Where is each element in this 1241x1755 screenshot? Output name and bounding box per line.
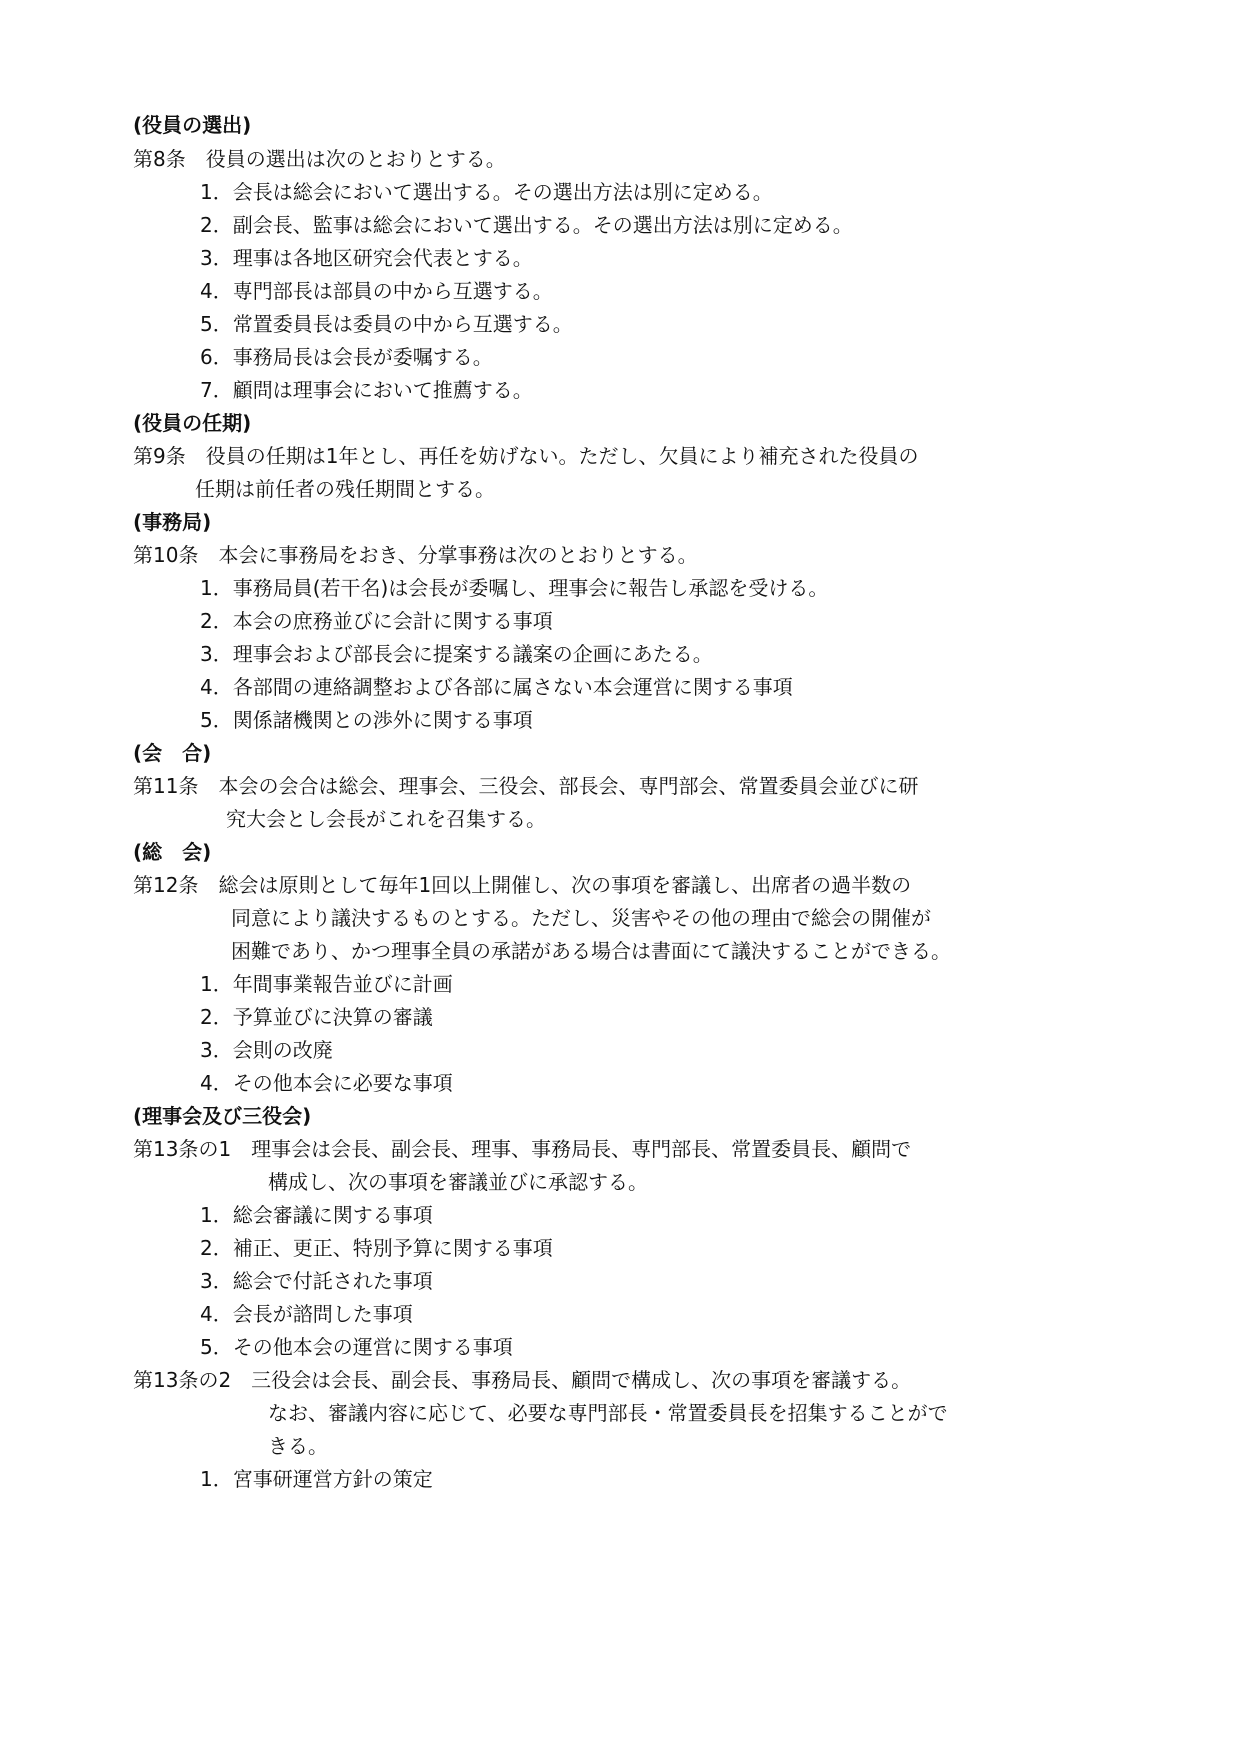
article-line: 第13条の1 理事会は会長、副会長、理事、事務局長、専門部長、常置委員長、顧問で [133,1137,912,1161]
list-item: 1．年間事業報告並びに計画 [200,972,453,996]
list-item: 5．関係諸機関との渉外に関する事項 [200,708,533,732]
article-continuation-line: なお、審議内容に応じて、必要な専門部長・常置委員長を招集することがで [268,1401,948,1425]
list-item: 2．補正、更正、特別予算に関する事項 [200,1236,553,1260]
list-item: 6．事務局長は会長が委嘱する。 [200,345,493,369]
list-item: 2．予算並びに決算の審議 [200,1005,433,1029]
article-line: 第10条 本会に事務局をおき、分掌事務は次のとおりとする。 [133,543,698,567]
section-heading: (事務局) [133,510,212,534]
article-continuation-line: 究大会とし会長がこれを召集する。 [226,807,546,831]
article-line: 第8条 役員の選出は次のとおりとする。 [133,147,506,171]
list-item: 5．その他本会の運営に関する事項 [200,1335,513,1359]
article-line: 第13条の2 三役会は会長、副会長、事務局長、顧問で構成し、次の事項を審議する。 [133,1368,912,1392]
list-item: 4．会長が諮問した事項 [200,1302,413,1326]
section-heading: (役員の選出) [133,113,252,137]
section-heading: (会 合) [133,741,212,765]
list-item: 4．各部間の連絡調整および各部に属さない本会運営に関する事項 [200,675,793,699]
list-item: 3．会則の改廃 [200,1038,333,1062]
list-item: 4．その他本会に必要な事項 [200,1071,453,1095]
section-heading: (役員の任期) [133,411,252,435]
list-item: 4．専門部長は部員の中から互選する。 [200,279,553,303]
section-heading: (理事会及び三役会) [133,1104,312,1128]
article-line: 第12条 総会は原則として毎年1回以上開催し、次の事項を審議し、出席者の過半数の [133,873,912,897]
article-line: 第11条 本会の会合は総会、理事会、三役会、部長会、専門部会、常置委員会並びに研 [133,774,919,798]
list-item: 1．事務局員(若干名)は会長が委嘱し、理事会に報告し承認を受ける。 [200,576,829,600]
list-item: 1．会長は総会において選出する。その選出方法は別に定める。 [200,180,773,204]
article-line: 第9条 役員の任期は1年とし、再任を妨げない。ただし、欠員により補充された役員の [133,444,919,468]
list-item: 2．本会の庶務並びに会計に関する事項 [200,609,553,633]
list-item: 1．宮事研運営方針の策定 [200,1467,433,1491]
list-item: 3．総会で付託された事項 [200,1269,433,1293]
list-item: 7．顧問は理事会において推薦する。 [200,378,533,402]
article-continuation-line: きる。 [268,1434,328,1458]
list-item: 3．理事は各地区研究会代表とする。 [200,246,533,270]
section-heading: (総 会) [133,840,212,864]
list-item: 3．理事会および部長会に提案する議案の企画にあたる。 [200,642,713,666]
article-continuation-line: 構成し、次の事項を審議並びに承認する。 [268,1170,648,1194]
article-continuation-line: 任期は前任者の残任期間とする。 [195,477,495,501]
list-item: 2．副会長、監事は総会において選出する。その選出方法は別に定める。 [200,213,853,237]
article-continuation-line: 困難であり、かつ理事全員の承諾がある場合は書面にて議決することができる。 [231,939,951,963]
list-item: 1．総会審議に関する事項 [200,1203,433,1227]
list-item: 5．常置委員長は委員の中から互選する。 [200,312,573,336]
article-continuation-line: 同意により議決するものとする。ただし、災害やその他の理由で総会の開催が [231,906,931,930]
